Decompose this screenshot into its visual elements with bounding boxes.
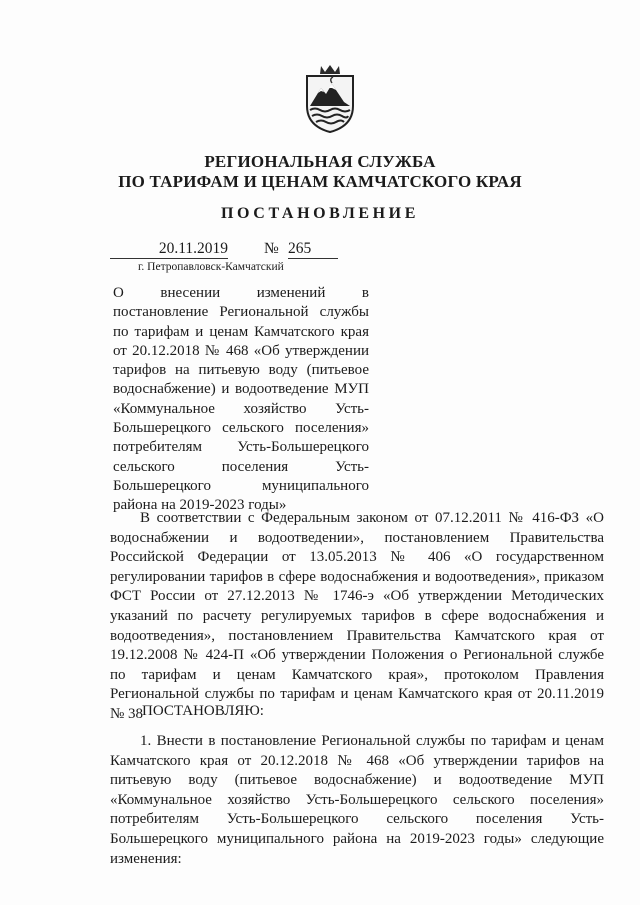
document-type-title: ПОСТАНОВЛЕНИЕ — [221, 205, 419, 222]
org-name-line1: РЕГИОНАЛЬНАЯ СЛУЖБА — [204, 152, 436, 171]
preamble-paragraph: В соответствии с Федеральным законом от 07.12.2011 № 416-ФЗ «О водоснабжении и водоотведении», постановлением Правительства Российской Федерации от 13.05.2013 № 406 «О государственном регулировании тарифов в сфере водоснабжения и водоотведения», приказом ФСТ России от 27.12.2013 № 1746-э «Об утверждении Методических указаний по расчету регулируемых тарифов в сфере водоснабжения и водоотведения», постановлением Правительства Камчатского края от 19.12.2008 № 424-П «Об утверждении Положения о Региональной службе по тарифам и ценам Камчатского края», протоколом Правления Региональной службы по тарифам и ценам Камчатского края от 20.11.2019 № 38 — [110, 510, 604, 722]
kamchatka-coat-of-arms-icon — [299, 62, 361, 134]
date-number-line — [110, 240, 350, 260]
number-sign: № — [264, 240, 279, 257]
document-date: 20.11.2019 — [110, 240, 228, 259]
document-city: г. Петропавловск-Камчатский — [138, 261, 284, 273]
org-name-line2: ПО ТАРИФАМ И ЦЕНАМ КАМЧАТСКОГО КРАЯ — [118, 172, 522, 191]
resolve-heading: ПОСТАНОВЛЯЮ: — [142, 703, 264, 719]
item-1-paragraph: 1. Внести в постановление Региональной службы по тарифам и ценам Камчатского края от 20.12.2018 № 468 «Об утверждении тарифов на питьевую воду (питьевое водоснабжение) и водоотведение МУП «Коммунальное хозяйство Усть-Большерецкого сельского поселения» потребителям Усть-Большерецкого сельского поселения Усть-Большерецкого муниципального района на 2019-2023 годы» следующие изменения: — [110, 733, 604, 867]
document-number: 265 — [288, 240, 338, 259]
document-subject: О внесении изменений в постановление Региональной службы по тарифам и ценам Камчатского края от 20.12.2018 № 468 «Об утверждении тарифов на питьевую воду (питьевое водоснабжение) и водоотведение МУП «Коммунальное хозяйство Усть-Большерецкого сельского поселения» потребителям Усть-Большерецкого сельского поселения Усть-Большерецкого муниципального района на 2019-2023 годы» — [113, 285, 369, 514]
